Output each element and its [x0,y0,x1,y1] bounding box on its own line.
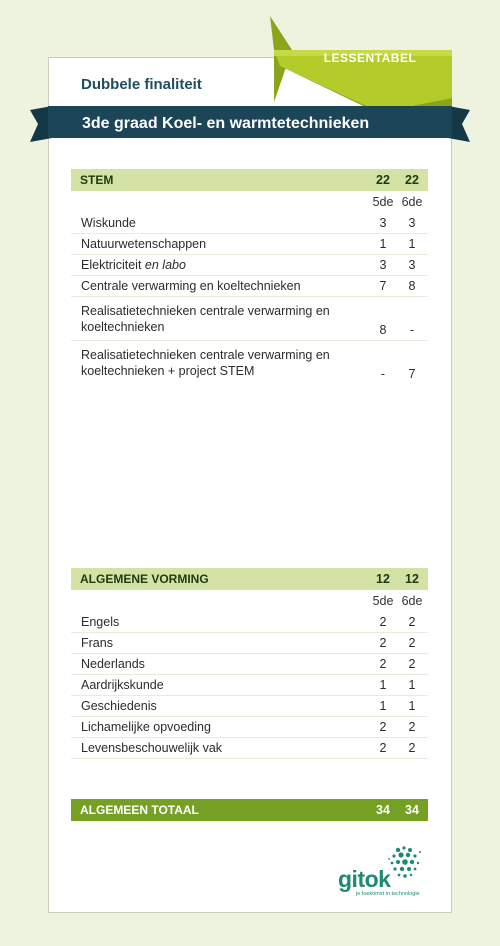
subject-label: Engels [71,612,370,633]
table-row [71,297,428,341]
gitok-logo-text: gitok [338,866,391,892]
hours-5de: 3 [370,213,396,234]
subject-label: Centrale verwarming en koeltechnieken [71,276,370,297]
hours-5de: 1 [370,675,396,696]
subject-label: Levensbeschouwelijk vak [71,738,370,759]
table-row [71,234,428,255]
algemene-vorming-total-6: 12 [396,568,428,590]
hours-5de: 7 [370,276,396,297]
subject-label-emphasis: en labo [144,258,186,272]
subject-label: Lichamelijke opvoeding [71,717,370,738]
algemene-vorming-table [71,568,428,759]
stem-total-5: 22 [370,169,396,191]
subject-label: Nederlands [71,654,370,675]
hours-5de: 2 [370,738,396,759]
hours-6de: 2 [396,738,428,759]
algemene-col-5de: 5de [372,594,394,608]
hours-5de: - [380,367,386,381]
subject-label: Realisatietechnieken centrale verwarming en koeltechnieken + project STEM [81,347,330,378]
table-row [71,633,428,654]
hours-6de: 3 [396,255,428,276]
stem-header-row [71,169,428,191]
subject-label: Frans [71,633,370,654]
page-subtitle: Dubbele finaliteit [81,76,202,93]
hours-5de: 1 [370,234,396,255]
hours-6de: 7 [408,367,416,381]
subject-label: Natuurwetenschappen [71,234,370,255]
hours-6de: 2 [396,612,428,633]
hours-5de: 8 [370,297,396,341]
subject-label: Realisatietechnieken centrale verwarming en koeltechnieken [71,297,370,341]
hours-5de: 2 [370,654,396,675]
stem-total-6: 22 [396,169,428,191]
subject-label: Geschiedenis [71,696,370,717]
hours-6de: 1 [396,234,428,255]
gitok-logo-tagline: je toekomst in technologie [356,891,420,897]
hours-6de: 1 [396,675,428,696]
table-row [71,255,428,276]
hours-6de: - [396,297,428,341]
hours-5de: 2 [370,612,396,633]
stem-table [71,169,428,384]
hours-5de: 2 [370,633,396,654]
lessentabel-label: LESSENTABEL [323,51,417,65]
algemene-vorming-header-row [71,568,428,590]
table-row [71,276,428,297]
algemeen-totaal-row [71,799,428,821]
algemeen-totaal-label: ALGEMEEN TOTAAL [71,799,370,821]
table-row [71,612,428,633]
hours-6de: 8 [396,276,428,297]
page-title: 3de graad Koel- en warmtetechnieken [82,115,370,132]
hours-6de: 2 [396,633,428,654]
hours-6de: 2 [396,654,428,675]
table-row [71,213,428,234]
hours-6de: 3 [396,213,428,234]
hours-6de: 1 [396,696,428,717]
stem-year-row [71,191,428,213]
table-row [71,717,428,738]
subject-label: Wiskunde [71,213,370,234]
subject-label: Aardrijkskunde [71,675,370,696]
stem-col-5de: 5de [372,195,394,209]
table-row [71,675,428,696]
hours-5de: 1 [370,696,396,717]
algemene-vorming-year-row [71,590,428,612]
algemene-vorming-heading: ALGEMENE VORMING [71,568,370,590]
hours-6de: 2 [396,717,428,738]
hours-5de: 2 [370,717,396,738]
algemeen-totaal-5: 34 [370,799,396,821]
algemene-vorming-total-5: 12 [370,568,396,590]
hours-5de: 3 [370,255,396,276]
stem-col-6de: 6de [401,195,423,209]
subject-label-main: Elektriciteit [81,258,142,272]
algemeen-totaal-table [71,799,428,821]
table-row [71,341,428,385]
table-row [71,738,428,759]
table-row [71,654,428,675]
stem-heading: STEM [71,169,370,191]
algemeen-totaal-6: 34 [396,799,428,821]
algemene-col-6de: 6de [401,594,423,608]
table-row [71,696,428,717]
subject-label [71,255,370,276]
